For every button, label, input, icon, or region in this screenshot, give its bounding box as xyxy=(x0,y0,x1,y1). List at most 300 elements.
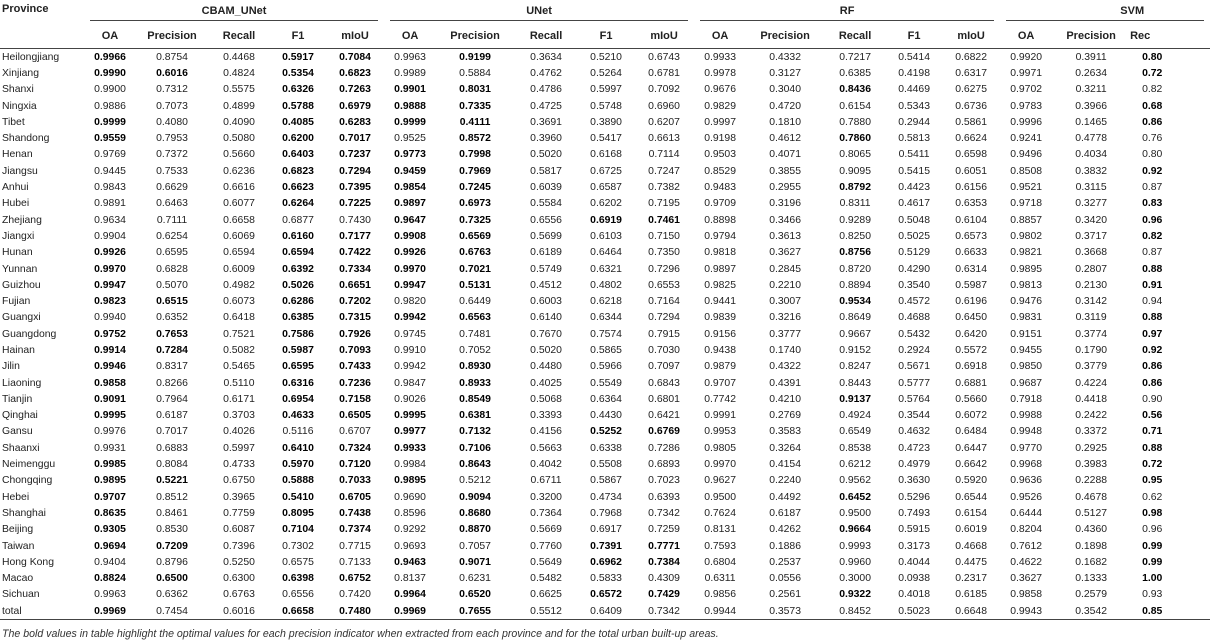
value-cell: 0.5663 xyxy=(530,442,562,454)
table-row xyxy=(0,587,1210,603)
value-cell: 0.9931 xyxy=(94,442,126,454)
value-cell: 0.7422 xyxy=(339,247,371,259)
value-cell: 0.5512 xyxy=(514,603,578,620)
table-row xyxy=(0,245,1210,261)
value-cell: 0.3573 xyxy=(746,603,824,620)
value-cell: 0.6352 xyxy=(156,312,188,324)
value-cell: 0.7073 xyxy=(156,100,188,112)
value-cell: 0.5749 xyxy=(530,263,562,275)
value-cell: 0.9707 xyxy=(94,491,126,503)
value-cell: 0.9690 xyxy=(394,491,426,503)
value-cell: 0.8898 xyxy=(704,214,736,226)
value-cell: 0.9693 xyxy=(394,540,426,552)
value-cell: 0.9445 xyxy=(94,165,126,177)
value-cell: 0.2925 xyxy=(1075,442,1107,454)
table-row xyxy=(0,114,1210,130)
value-cell: 0.5068 xyxy=(530,393,562,405)
value-cell: 0.9526 xyxy=(1010,491,1042,503)
value-cell: 0.5660 xyxy=(955,393,987,405)
value-cell: 0.8894 xyxy=(839,279,871,291)
metric-header-cbam-unet-0: OA xyxy=(84,23,136,49)
value-cell: 0.3540 xyxy=(898,279,930,291)
value-cell: 0.9856 xyxy=(704,589,736,601)
value-cell: 0.7593 xyxy=(704,540,736,552)
value-cell: 0.9964 xyxy=(394,589,426,601)
province-cell: Neimenggu xyxy=(2,459,56,471)
value-cell: 0.8933 xyxy=(459,377,491,389)
value-cell: 0.3777 xyxy=(769,328,801,340)
value-cell: 0.4778 xyxy=(1075,133,1107,145)
value-cell: 0.7132 xyxy=(459,426,491,438)
value-cell: 0.7237 xyxy=(339,149,371,161)
province-cell: Guizhou xyxy=(2,279,41,291)
value-cell: 0.6187 xyxy=(769,507,801,519)
province-cell: Anhui xyxy=(2,182,29,194)
value-cell: 0.6051 xyxy=(955,165,987,177)
value-cell: 0.5250 xyxy=(223,556,255,568)
value-cell: 0.5987 xyxy=(282,344,314,356)
value-cell: 0.6326 xyxy=(282,84,314,96)
table-row xyxy=(0,342,1210,358)
value-cell: 0.6569 xyxy=(459,230,491,242)
value-cell: 0.4468 xyxy=(223,51,255,63)
value-cell: 0.6196 xyxy=(955,296,987,308)
value-cell: 0.5660 xyxy=(223,149,255,161)
value-cell: 0.9521 xyxy=(1010,182,1042,194)
value-cell: 0.6362 xyxy=(156,589,188,601)
value-cell: 0.2210 xyxy=(769,279,801,291)
value-cell: 0.6264 xyxy=(282,198,314,210)
value-cell: 0.3855 xyxy=(769,165,801,177)
value-cell: 0.5026 xyxy=(282,279,314,291)
value-cell: 0.87 xyxy=(1142,182,1163,194)
value-cell: 0.9770 xyxy=(1010,442,1042,454)
value-cell: 0.8443 xyxy=(839,377,871,389)
value-cell: 0.6595 xyxy=(156,247,188,259)
value-cell: 0.8549 xyxy=(459,393,491,405)
value-cell: 0.9636 xyxy=(1010,475,1042,487)
table-row xyxy=(0,98,1210,114)
value-cell: 0.5865 xyxy=(590,344,622,356)
province-header-spacer xyxy=(0,23,84,49)
value-cell: 0.3200 xyxy=(530,491,562,503)
value-cell: 0.9888 xyxy=(394,100,426,112)
value-cell: 0.1740 xyxy=(769,344,801,356)
value-cell: 0.72 xyxy=(1142,67,1163,79)
value-cell: 0.4224 xyxy=(1075,377,1107,389)
value-cell: 0.6658 xyxy=(270,603,326,620)
value-cell: 0.5070 xyxy=(156,279,188,291)
value-cell: 0.6039 xyxy=(530,182,562,194)
value-cell: 0.4723 xyxy=(898,442,930,454)
value-cell: 0.96 xyxy=(1142,524,1163,536)
value-cell: 0.5465 xyxy=(223,361,255,373)
value-cell: 0.7771 xyxy=(648,540,680,552)
value-cell: 0.8461 xyxy=(156,507,188,519)
value-cell: 0.6616 xyxy=(223,182,255,194)
value-cell: 0.3216 xyxy=(769,312,801,324)
value-cell: 0.3211 xyxy=(1075,84,1107,96)
value-cell: 0.5048 xyxy=(898,214,930,226)
value-cell: 0.3393 xyxy=(530,410,562,422)
value-cell: 0.7164 xyxy=(648,296,680,308)
value-cell: 0.5110 xyxy=(223,377,255,389)
value-cell: 0.6918 xyxy=(955,361,987,373)
value-cell: 0.5023 xyxy=(886,603,942,620)
value-cell: 0.5575 xyxy=(223,84,255,96)
value-cell: 0.7021 xyxy=(459,263,491,275)
province-cell: Beijing xyxy=(2,524,34,536)
table-row xyxy=(0,603,1210,620)
value-cell: 0.4572 xyxy=(898,296,930,308)
value-cell: 0.4762 xyxy=(530,67,562,79)
value-cell: 0.94 xyxy=(1142,296,1163,308)
value-cell: 0.9977 xyxy=(394,426,426,438)
province-cell: Heilongjiang xyxy=(2,51,60,63)
table-row xyxy=(0,163,1210,179)
value-cell: 0.6450 xyxy=(955,312,987,324)
value-cell: 0.56 xyxy=(1142,410,1163,422)
group-header-unet: UNet xyxy=(384,0,694,23)
value-cell: 0.7209 xyxy=(156,540,188,552)
value-cell: 0.7236 xyxy=(339,377,371,389)
value-cell: 0.1682 xyxy=(1075,556,1107,568)
value-cell: 0.6595 xyxy=(282,361,314,373)
metric-header-rf-0: OA xyxy=(694,23,746,49)
value-cell: 0.9459 xyxy=(394,165,426,177)
value-cell: 0.8317 xyxy=(156,361,188,373)
value-cell: 0.2634 xyxy=(1075,67,1107,79)
value-cell: 0.9999 xyxy=(94,116,126,128)
province-cell: Jiangsu xyxy=(2,165,38,177)
value-cell: 0.7104 xyxy=(282,524,314,536)
value-cell: 0.9976 xyxy=(94,426,126,438)
value-cell: 0.6016 xyxy=(156,67,188,79)
value-cell: 0.6019 xyxy=(955,524,987,536)
value-cell: 0.7430 xyxy=(339,214,371,226)
results-table-body xyxy=(0,49,1210,620)
value-cell: 0.6300 xyxy=(223,573,255,585)
value-cell: 0.1790 xyxy=(1075,344,1107,356)
value-cell: 0.9634 xyxy=(94,214,126,226)
value-cell: 0.8247 xyxy=(839,361,871,373)
value-cell: 0.9322 xyxy=(839,589,871,601)
value-cell: 0.6154 xyxy=(839,100,871,112)
value-cell: 0.6979 xyxy=(339,100,371,112)
table-row xyxy=(0,538,1210,554)
value-cell: 0.6598 xyxy=(955,149,987,161)
value-cell: 0.9970 xyxy=(704,459,736,471)
metric-header-unet-4: mIoU xyxy=(634,23,694,49)
value-cell: 0.8538 xyxy=(839,442,871,454)
metric-header-unet-3: F1 xyxy=(578,23,634,49)
value-cell: 1.00 xyxy=(1142,573,1163,585)
value-cell: 0.9404 xyxy=(94,556,126,568)
value-cell: 0.87 xyxy=(1142,247,1163,259)
value-cell: 0.4418 xyxy=(1075,393,1107,405)
value-cell: 0.8796 xyxy=(156,556,188,568)
value-cell: 0.6069 xyxy=(223,230,255,242)
value-cell: 0.9966 xyxy=(94,51,126,63)
value-cell: 0.7225 xyxy=(339,198,371,210)
province-cell: Henan xyxy=(2,149,33,161)
value-cell: 0.6544 xyxy=(955,491,987,503)
value-cell: 0.9818 xyxy=(704,247,736,259)
value-cell: 0.9948 xyxy=(1010,426,1042,438)
value-cell: 0.5415 xyxy=(898,165,930,177)
value-cell: 0.4469 xyxy=(898,84,930,96)
value-cell: 0.6917 xyxy=(590,524,622,536)
province-cell: Shanxi xyxy=(2,84,34,96)
value-cell: 0.6364 xyxy=(590,393,622,405)
value-cell: 0.4512 xyxy=(530,279,562,291)
value-cell: 0.6624 xyxy=(955,133,987,145)
value-cell: 0.7017 xyxy=(156,426,188,438)
value-cell: 0.6549 xyxy=(839,426,871,438)
value-cell: 0.3542 xyxy=(1052,603,1130,620)
value-cell: 0.6587 xyxy=(590,182,622,194)
value-cell: 0.9687 xyxy=(1010,377,1042,389)
value-cell: 0.7521 xyxy=(223,328,255,340)
value-cell: 0.5296 xyxy=(898,491,930,503)
value-cell: 0.9664 xyxy=(839,524,871,536)
province-cell: Hunan xyxy=(2,247,33,259)
value-cell: 0.7420 xyxy=(339,589,371,601)
value-cell: 0.7655 xyxy=(436,603,514,620)
value-cell: 0.2924 xyxy=(898,344,930,356)
value-cell: 0.7217 xyxy=(839,51,871,63)
value-cell: 0.86 xyxy=(1142,377,1163,389)
value-cell: 0.8065 xyxy=(839,149,871,161)
value-cell: 0.9985 xyxy=(94,459,126,471)
value-cell: 0.97 xyxy=(1142,328,1163,340)
value-cell: 0.8452 xyxy=(824,603,886,620)
value-cell: 0.7915 xyxy=(648,328,680,340)
province-cell: Chongqing xyxy=(2,475,53,487)
value-cell: 0.9933 xyxy=(704,51,736,63)
value-cell: 0.6392 xyxy=(282,263,314,275)
value-cell: 0.2944 xyxy=(898,116,930,128)
value-cell: 0.9500 xyxy=(704,491,736,503)
value-cell: 0.93 xyxy=(1142,589,1163,601)
value-cell: 0.2769 xyxy=(769,410,801,422)
value-cell: 0.4044 xyxy=(898,556,930,568)
value-cell: 0.2317 xyxy=(955,573,987,585)
value-cell: 0.9897 xyxy=(394,198,426,210)
value-cell: 0.6073 xyxy=(223,296,255,308)
value-cell: 0.7670 xyxy=(530,328,562,340)
value-cell: 0.4090 xyxy=(223,116,255,128)
value-cell: 0.6711 xyxy=(530,475,562,487)
value-cell: 0.6449 xyxy=(459,296,491,308)
value-cell: 0.5788 xyxy=(282,100,314,112)
value-cell: 0.6484 xyxy=(955,426,987,438)
value-cell: 0.6207 xyxy=(648,116,680,128)
value-cell: 0.5131 xyxy=(459,279,491,291)
group-header-svm: SVM xyxy=(1000,0,1210,23)
value-cell: 0.9500 xyxy=(839,507,871,519)
province-cell: Macao xyxy=(2,573,34,585)
value-cell: 0.9926 xyxy=(394,247,426,259)
value-cell: 0.9879 xyxy=(704,361,736,373)
value-cell: 0.4786 xyxy=(530,84,562,96)
value-cell: 0.6954 xyxy=(282,393,314,405)
value-cell: 0.6168 xyxy=(590,149,622,161)
metric-header-rf-3: F1 xyxy=(886,23,942,49)
value-cell: 0.7342 xyxy=(648,507,680,519)
value-cell: 0.9942 xyxy=(394,361,426,373)
value-cell: 0.8529 xyxy=(704,165,736,177)
value-cell: 0.7918 xyxy=(1010,393,1042,405)
value-cell: 0.7150 xyxy=(648,230,680,242)
value-cell: 0.7334 xyxy=(339,263,371,275)
value-cell: 0.7574 xyxy=(590,328,622,340)
value-cell: 0.6009 xyxy=(223,263,255,275)
value-cell: 0.7653 xyxy=(156,328,188,340)
value-cell: 0.6171 xyxy=(223,393,255,405)
value-cell: 0.9694 xyxy=(94,540,126,552)
value-cell: 0.8137 xyxy=(394,573,426,585)
value-cell: 0.3420 xyxy=(1075,214,1107,226)
value-cell: 0.9534 xyxy=(839,296,871,308)
value-cell: 0.4210 xyxy=(769,393,801,405)
value-cell: 0.3127 xyxy=(769,67,801,79)
value-cell: 0.7760 xyxy=(530,540,562,552)
value-cell: 0.3779 xyxy=(1075,361,1107,373)
value-cell: 0.9943 xyxy=(1000,603,1052,620)
value-cell: 0.6016 xyxy=(208,603,270,620)
value-cell: 0.6403 xyxy=(282,149,314,161)
value-cell: 0.6881 xyxy=(955,377,987,389)
value-cell: 0.7247 xyxy=(648,165,680,177)
value-cell: 0.3583 xyxy=(769,426,801,438)
value-cell: 0.8508 xyxy=(1010,165,1042,177)
value-cell: 0.80 xyxy=(1142,149,1163,161)
value-cell: 0.6185 xyxy=(955,589,987,601)
value-cell: 0.6154 xyxy=(955,507,987,519)
value-cell: 0.8530 xyxy=(156,524,188,536)
province-cell: Gansu xyxy=(2,426,33,438)
value-cell: 0.5997 xyxy=(590,84,622,96)
table-row xyxy=(0,261,1210,277)
value-cell: 0.6919 xyxy=(590,214,622,226)
value-cell: 0.4492 xyxy=(769,491,801,503)
value-cell: 0.3634 xyxy=(530,51,562,63)
value-cell: 0.6321 xyxy=(590,263,622,275)
value-cell: 0.2579 xyxy=(1075,589,1107,601)
metric-header-cbam-unet-4: mIoU xyxy=(326,23,384,49)
value-cell: 0.92 xyxy=(1142,344,1163,356)
value-cell: 0.8870 xyxy=(459,524,491,536)
value-cell: 0.6353 xyxy=(955,198,987,210)
table-row xyxy=(0,440,1210,456)
value-cell: 0.6962 xyxy=(590,556,622,568)
value-cell: 0.4725 xyxy=(530,100,562,112)
value-cell: 0.7384 xyxy=(648,556,680,568)
value-cell: 0.3277 xyxy=(1075,198,1107,210)
value-cell: 0.6801 xyxy=(648,393,680,405)
value-cell: 0.6202 xyxy=(590,198,622,210)
value-cell: 0.3832 xyxy=(1075,165,1107,177)
value-cell: 0.7017 xyxy=(339,133,371,145)
value-cell: 0.7294 xyxy=(339,165,371,177)
table-row xyxy=(0,456,1210,472)
province-cell: Tibet xyxy=(2,116,25,128)
value-cell: 0.9991 xyxy=(704,410,736,422)
table-row xyxy=(0,571,1210,587)
value-cell: 0.9805 xyxy=(704,442,736,454)
value-cell: 0.6283 xyxy=(339,116,371,128)
value-cell: 0.8756 xyxy=(839,247,871,259)
metric-header-cbam-unet-1: Precision xyxy=(136,23,208,49)
value-cell: 0.9920 xyxy=(1010,51,1042,63)
value-cell: 0.7759 xyxy=(223,507,255,519)
value-cell: 0.9963 xyxy=(394,51,426,63)
value-cell: 0.9933 xyxy=(394,442,426,454)
value-cell: 0.4617 xyxy=(898,198,930,210)
value-cell: 0.9831 xyxy=(1010,312,1042,324)
value-cell: 0.4322 xyxy=(769,361,801,373)
value-cell: 0.80 xyxy=(1142,51,1163,63)
value-cell: 0.88 xyxy=(1142,312,1163,324)
province-cell: Guangdong xyxy=(2,328,57,340)
value-cell: 0.2240 xyxy=(769,475,801,487)
metric-header-unet-1: Precision xyxy=(436,23,514,49)
value-cell: 0.7342 xyxy=(634,603,694,620)
province-cell: Liaoning xyxy=(2,377,42,389)
value-cell: 0.9137 xyxy=(839,393,871,405)
province-cell: Sichuan xyxy=(2,589,40,601)
value-cell: 0.9071 xyxy=(459,556,491,568)
value-cell: 0.6877 xyxy=(282,214,314,226)
value-cell: 0.5343 xyxy=(898,100,930,112)
value-cell: 0.8596 xyxy=(394,507,426,519)
table-row xyxy=(0,293,1210,309)
value-cell: 0.5584 xyxy=(530,198,562,210)
table-footnote: The bold values in table highlight the optimal values for each precision indicator when extracted from each province and for the total urban built-up areas. xyxy=(2,628,719,640)
value-cell: 0.5572 xyxy=(955,344,987,356)
value-cell: 0.9198 xyxy=(704,133,736,145)
value-cell: 0.7111 xyxy=(156,214,188,226)
value-cell: 0.4332 xyxy=(769,51,801,63)
value-cell: 0.5888 xyxy=(282,475,314,487)
value-cell: 0.7263 xyxy=(339,84,371,96)
value-cell: 0.9910 xyxy=(394,344,426,356)
value-cell: 0.9559 xyxy=(94,133,126,145)
value-cell: 0.9199 xyxy=(459,51,491,63)
value-cell: 0.7461 xyxy=(648,214,680,226)
table-row xyxy=(0,408,1210,424)
province-cell: Shandong xyxy=(2,133,50,145)
province-cell: Hong Kong xyxy=(2,556,54,568)
value-cell: 0.8031 xyxy=(459,84,491,96)
value-cell: 0.5867 xyxy=(590,475,622,487)
value-cell: 0.6763 xyxy=(223,589,255,601)
value-cell: 0.7133 xyxy=(339,556,371,568)
value-cell: 0.4824 xyxy=(223,67,255,79)
value-cell: 0.8512 xyxy=(156,491,188,503)
value-cell: 0.7926 xyxy=(339,328,371,340)
value-cell: 0.7860 xyxy=(839,133,871,145)
value-cell: 0.6444 xyxy=(1010,507,1042,519)
value-cell: 0.4899 xyxy=(223,100,255,112)
value-cell: 0.9752 xyxy=(94,328,126,340)
value-cell: 0.2561 xyxy=(769,589,801,601)
value-cell: 0.6594 xyxy=(223,247,255,259)
value-cell: 0.9151 xyxy=(1010,328,1042,340)
value-cell: 0.6752 xyxy=(339,573,371,585)
value-cell: 0.3196 xyxy=(769,198,801,210)
